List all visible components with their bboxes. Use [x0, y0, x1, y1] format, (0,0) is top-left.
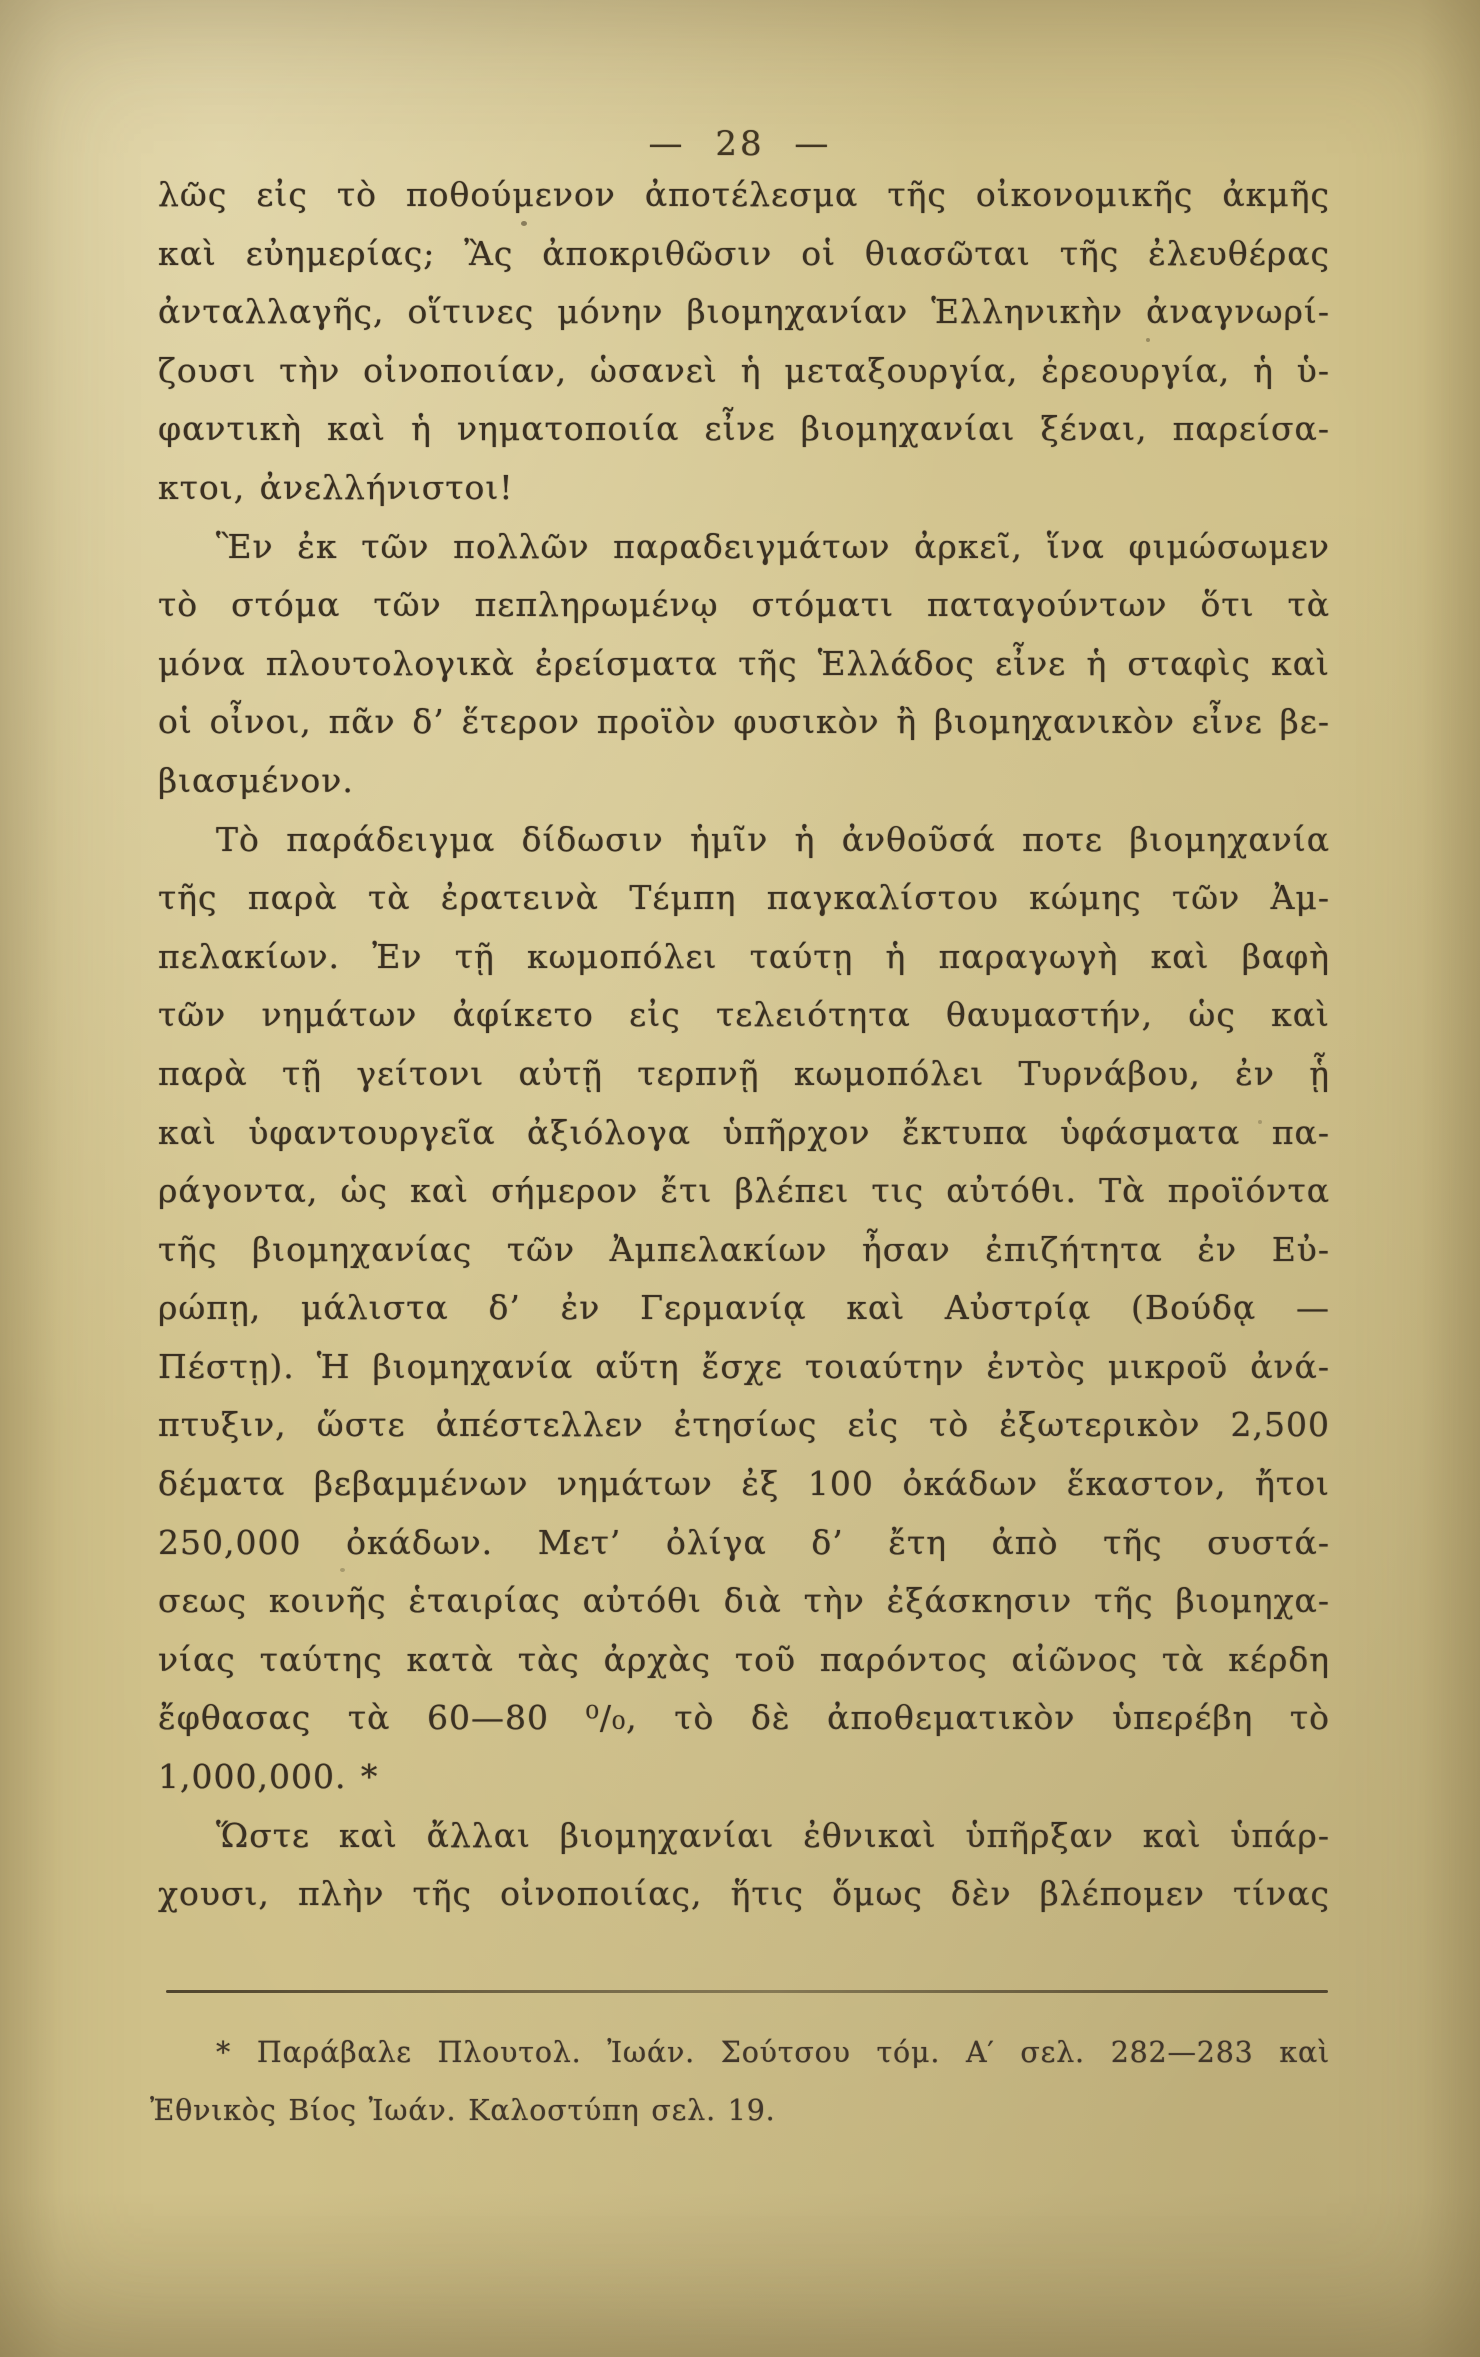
text-line: φαντικὴ καὶ ἡ νηματοποιία εἶνε βιομηχανίαι ξέναι, παρείσα-: [158, 409, 1330, 449]
text-line: Ἓν ἐκ τῶν πολλῶν παραδειγμάτων ἀρκεῖ, ἵνα φιμώσωμεν: [216, 526, 1330, 566]
text-line: ρώπῃ, μάλιστα δ’ ἐν Γερμανίᾳ καὶ Αὐστρίᾳ (Βούδᾳ —: [158, 1288, 1330, 1328]
text-line: 1,000,000. *: [158, 1757, 379, 1797]
text-line: Πέστῃ). Ἡ βιομηχανία αὕτη ἔσχε τοιαύτην ἐντὸς μικροῦ ἀνά-: [158, 1346, 1330, 1386]
page-number: — 28 —: [648, 124, 832, 164]
text-line: βιασμένον.: [158, 760, 354, 800]
text-line: κτοι, ἀνελλήνιστοι!: [158, 467, 514, 507]
text-line: σεως κοινῆς ἑταιρίας αὐτόθι διὰ τὴν ἐξάσκησιν τῆς βιομηχα-: [158, 1581, 1330, 1621]
text-line: καὶ εὐημερίας; Ἂς ἀποκριθῶσιν οἱ θιασῶται τῆς ἐλευθέρας: [158, 233, 1330, 273]
footnote: [150, 2024, 1330, 2140]
text-line: μόνα πλουτολογικὰ ἐρείσματα τῆς Ἑλλάδος εἶνε ἡ σταφὶς καὶ: [158, 643, 1330, 683]
text-line: * Παράβαλε Πλουτολ. Ἰωάν. Σούτσου τόμ. Α′ σελ. 282—283 καὶ: [216, 2036, 1330, 2069]
text-line: Ὥστε καὶ ἄλλαι βιομηχανίαι ἐθνικαὶ ὑπῆρξαν καὶ ὑπάρ-: [216, 1815, 1330, 1855]
text-line: ἀνταλλαγῆς, οἵτινες μόνην βιομηχανίαν Ἑλληνικὴν ἀναγνωρί-: [158, 292, 1330, 332]
text-line: πελακίων. Ἐν τῇ κωμοπόλει ταύτῃ ἡ παραγωγὴ καὶ βαφὴ: [158, 936, 1330, 976]
text-line: δέματα βεβαμμένων νημάτων ἐξ 100 ὀκάδων ἕκαστον, ἤτοι: [158, 1464, 1330, 1504]
text-line: τῆς βιομηχανίας τῶν Ἀμπελακίων ἦσαν ἐπιζήτητα ἐν Εὐ-: [158, 1229, 1330, 1269]
text-line: ἔφθασας τὰ 60—80 ⁰/₀, τὸ δὲ ἀποθεματικὸν ὑπερέβη τὸ: [158, 1698, 1330, 1738]
text-line: χουσι, πλὴν τῆς οἰνοποιίας, ἥτις ὅμως δὲν βλέπομεν τίνας: [158, 1874, 1330, 1914]
text-line: παρὰ τῇ γείτονι αὐτῇ τερπνῇ κωμοπόλει Τυρνάβου, ἐν ᾗ: [158, 1053, 1330, 1093]
text-line: νίας ταύτης κατὰ τὰς ἀρχὰς τοῦ παρόντος αἰῶνος τὰ κέρδη: [158, 1639, 1330, 1679]
text-line: τῶν νημάτων ἀφίκετο εἰς τελειότητα θαυμαστήν, ὡς καὶ: [158, 995, 1330, 1035]
text-line: καὶ ὑφαντουργεῖα ἀξιόλογα ὑπῆρχον ἔκτυπα ὑφάσματα πα-: [158, 1112, 1330, 1152]
text-line: τὸ στόμα τῶν πεπληρωμένῳ στόματι παταγούντων ὅτι τὰ: [158, 585, 1330, 625]
text-line: πτυξιν, ὥστε ἀπέστελλεν ἐτησίως εἰς τὸ ἐξωτερικὸν 2,500: [158, 1405, 1330, 1445]
text-line: ράγοντα, ὡς καὶ σήμερον ἔτι βλέπει τις αὐτόθι. Τὰ προϊόντα: [158, 1171, 1330, 1211]
text-line: Ἐθνικὸς Βίος Ἰωάν. Καλοστύπη σελ. 19.: [150, 2094, 776, 2127]
text-line: τῆς παρὰ τὰ ἐρατεινὰ Τέμπη παγκαλίστου κώμης τῶν Ἀμ-: [158, 878, 1330, 918]
text-line: λῶς εἰς τὸ ποθούμενον ἀποτέλεσμα τῆς οἰκονομικῆς ἀκμῆς: [158, 175, 1330, 214]
text-line: ζουσι τὴν οἰνοποιίαν, ὡσανεὶ ἡ μεταξουργία, ἐρεουργία, ἡ ὑ-: [158, 350, 1330, 390]
body-text: [158, 166, 1330, 1924]
footnote-separator: [166, 1990, 1328, 1993]
text-line: Τὸ παράδειγμα δίδωσιν ἡμῖν ἡ ἀνθοῦσά ποτε βιομηχανία: [216, 819, 1330, 859]
text-line: οἱ οἶνοι, πᾶν δ’ ἕτερον προϊὸν φυσικὸν ἢ βιομηχανικὸν εἶνε βε-: [158, 702, 1330, 742]
text-line: 250,000 ὀκάδων. Μετ’ ὀλίγα δ’ ἔτη ἀπὸ τῆς συστά-: [158, 1522, 1330, 1562]
